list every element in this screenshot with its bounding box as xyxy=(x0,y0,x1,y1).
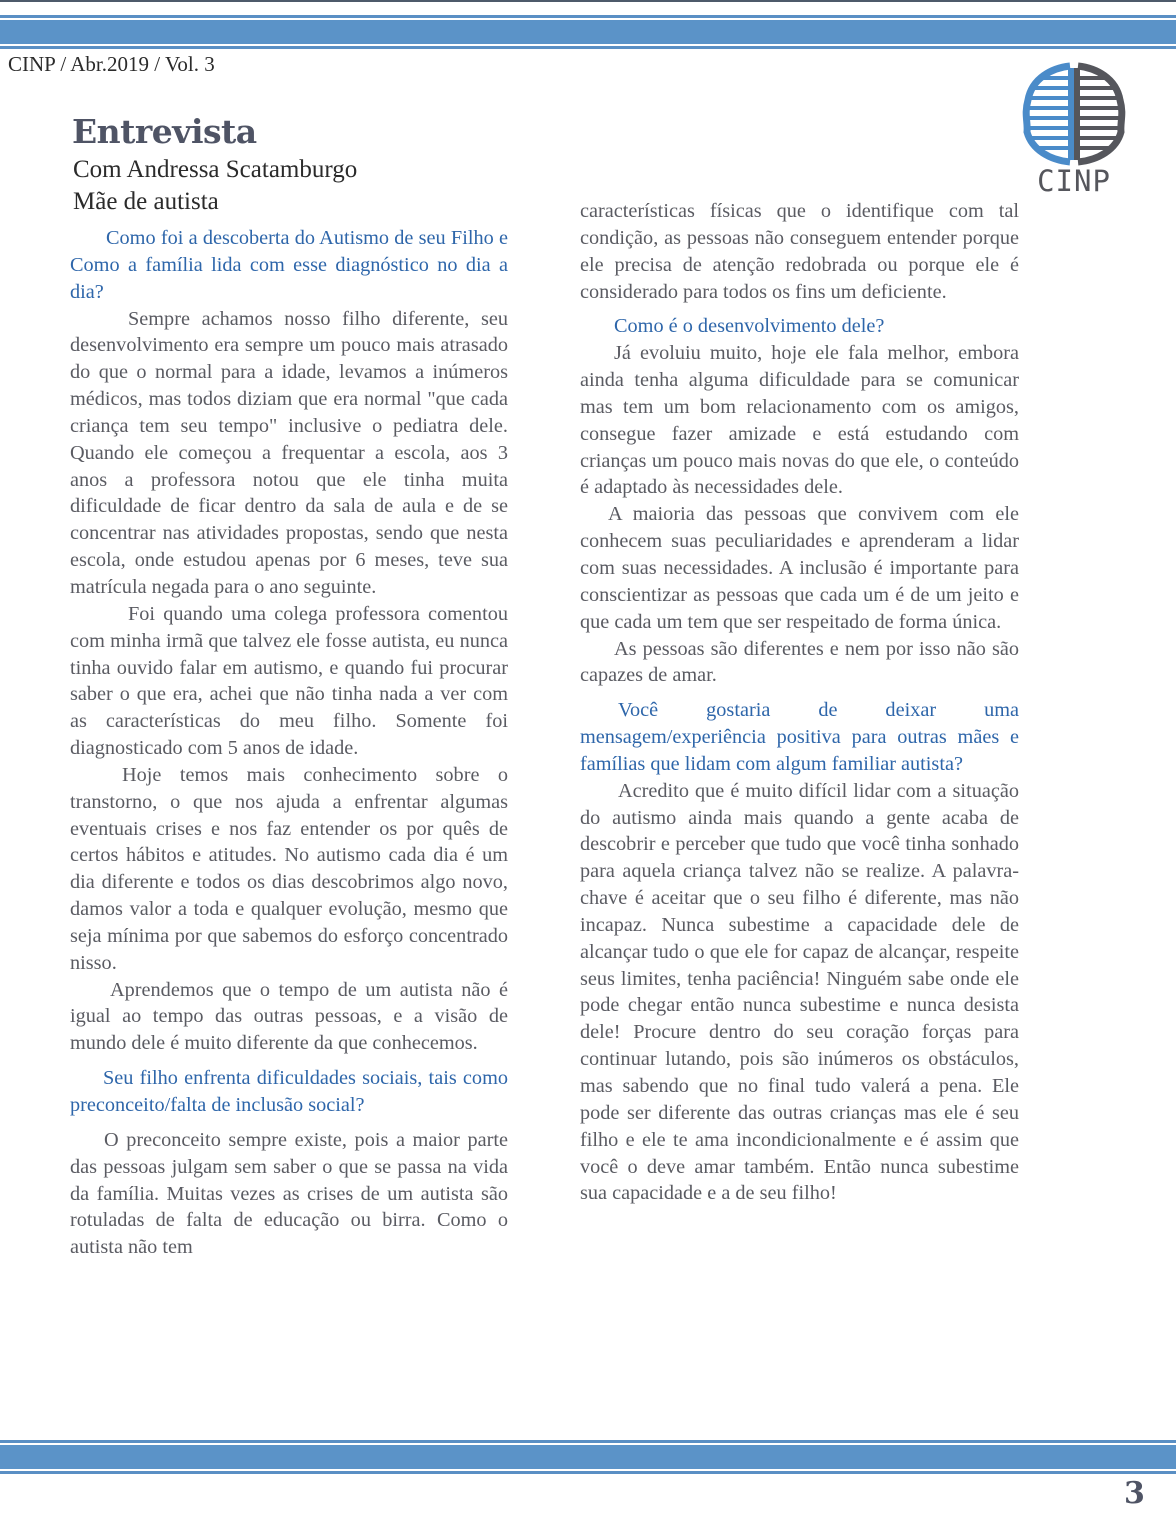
answer-3-paragraph-3: As pessoas são diferentes e nem por isso não são capazes de amar. xyxy=(580,637,1019,687)
question-2: Seu filho enfrenta dificuldades sociais, tais como preconceito/falta de inclusão social? xyxy=(70,1067,508,1116)
answer-3-paragraph-1: Já evoluiu muito, hoje ele fala melhor, embora ainda tenha alguma dificuldade para se comunicar mas tem um bom relacionamento com os amigos, consegue fazer amizade e está estudando com crianças um pouco mais novas do que ele, o conteúdo é adaptado às necessidades dele. xyxy=(580,342,1019,499)
question-3: Como é o desenvolvimento dele? xyxy=(614,315,885,338)
top-rule xyxy=(0,0,1176,2)
article-subtitle-role: Mãe de autista xyxy=(73,188,219,215)
issue-line: CINP / Abr.2019 / Vol. 3 xyxy=(8,52,215,76)
answer-3-paragraph-2: A maioria das pessoas que convivem com ele conhecem suas peculiaridades e aprenderam a lidar com suas necessidades. A inclusão é importante para conscientizar as pessoas que cada um é de um jeito e que cada um tem que ser respeitado de forma única. xyxy=(580,503,1019,633)
answer-1-paragraph-4: Aprendemos que o tempo de um autista não é igual ao tempo das outras pessoas, e a visão de mundo dele é muito diferente da que conhecemos. xyxy=(70,978,508,1055)
answer-2-paragraph-1: O preconceito sempre existe, pois a maior parte das pessoas julgam sem saber o que se passa na vida da família. Muitas vezes as crises de um autista são rotuladas de falta de educação ou birra. Como o autista não tem xyxy=(70,1128,508,1259)
answer-1-paragraph-3: Hoje temos mais conhecimento sobre o transtorno, o que nos ajuda a enfrentar algumas eventuais crises e nos faz entender os por quês de certos hábitos e atitudes. No autismo cada dia é um dia diferente e todos os dias descobrimos algo novo, damos valor a toda e qualquer evolução, mesmo que seja mínima por que sabemos do esforço concentrado nisso. xyxy=(70,763,508,974)
header-band xyxy=(0,15,1176,49)
page-number: 3 xyxy=(1124,1476,1145,1511)
footer-band xyxy=(0,1440,1176,1474)
question-1: Como foi a descoberta do Autismo de seu Filho e Como a família lida com esse diagnóstico no dia a dia? xyxy=(70,227,508,303)
answer-2-continuation: características físicas que o identifique com tal condição, as pessoas não conseguem entender porque ele precisa de atenção redobrada ou porque ele é considerado para todos os fins um deficiente. xyxy=(580,200,1019,303)
cinp-globe-icon xyxy=(1022,62,1126,166)
article-title: Entrevista xyxy=(72,112,257,151)
answer-1-paragraph-2: Foi quando uma colega professora comentou com minha irmã que talvez ele fosse autista, eu nunca tinha ouvido falar em autismo, e quando fui procurar saber o que era, achei que não tinha nada a ver com as características do meu filho. Somente foi diagnosticado com 5 anos de idade. xyxy=(70,602,508,760)
right-column xyxy=(580,198,1019,1207)
answer-1-paragraph-1: Sempre achamos nosso filho diferente, seu desenvolvimento era sempre um pouco mais atrasado do que o normal para a idade, levamos a inúmeros médicos, mas todos diziam que era normal "que cada criança tem seu tempo" inclusive o pediatra dele. Quando ele começou a frequentar a escola, aos 3 anos a professora notou que ele tinha muita dificuldade de ficar dentro da sala de aula e de se concentrar nas atividades propostas, sendo que nesta escola, onde estudou apenas por 6 meses, teve sua matrícula negada para o ano seguinte. xyxy=(70,307,508,598)
logo-text: CINP xyxy=(1037,164,1111,198)
article-subtitle-interviewee: Com Andressa Scatamburgo xyxy=(73,156,358,183)
left-column xyxy=(70,225,508,1261)
question-4: Você gostaria de deixar uma mensagem/experiência positiva para outras mães e famílias que lidam com algum familiar autista? xyxy=(580,699,1019,775)
answer-4-paragraph-1: Acredito que é muito difícil lidar com a situação do autismo ainda mais quando a gente acaba de descobrir e perceber que tudo que você tinha sonhado para aquela criança talvez não se realize. A palavra-chave é aceitar que o seu filho é diferente, mas não incapaz. Nunca subestime a capacidade dele de alcançar tudo o que ele for capaz de alcançar, respeite seus limites, tenha paciência! Ninguém sabe onde ele pode chegar então nunca subestime e nunca desista dele! Procure dentro do seu coração forças para continuar lutando, pois são inúmeros os obstáculos, mas sabendo que no final tudo valerá a pena. Ele pode ser diferente das outras crianças mas ele é seu filho e ele te ama incondicionalmente e é assim que você o deve amar também. Então nunca subestime sua capacidade e a de seu filho! xyxy=(580,779,1019,1205)
cinp-logo xyxy=(1022,62,1126,198)
